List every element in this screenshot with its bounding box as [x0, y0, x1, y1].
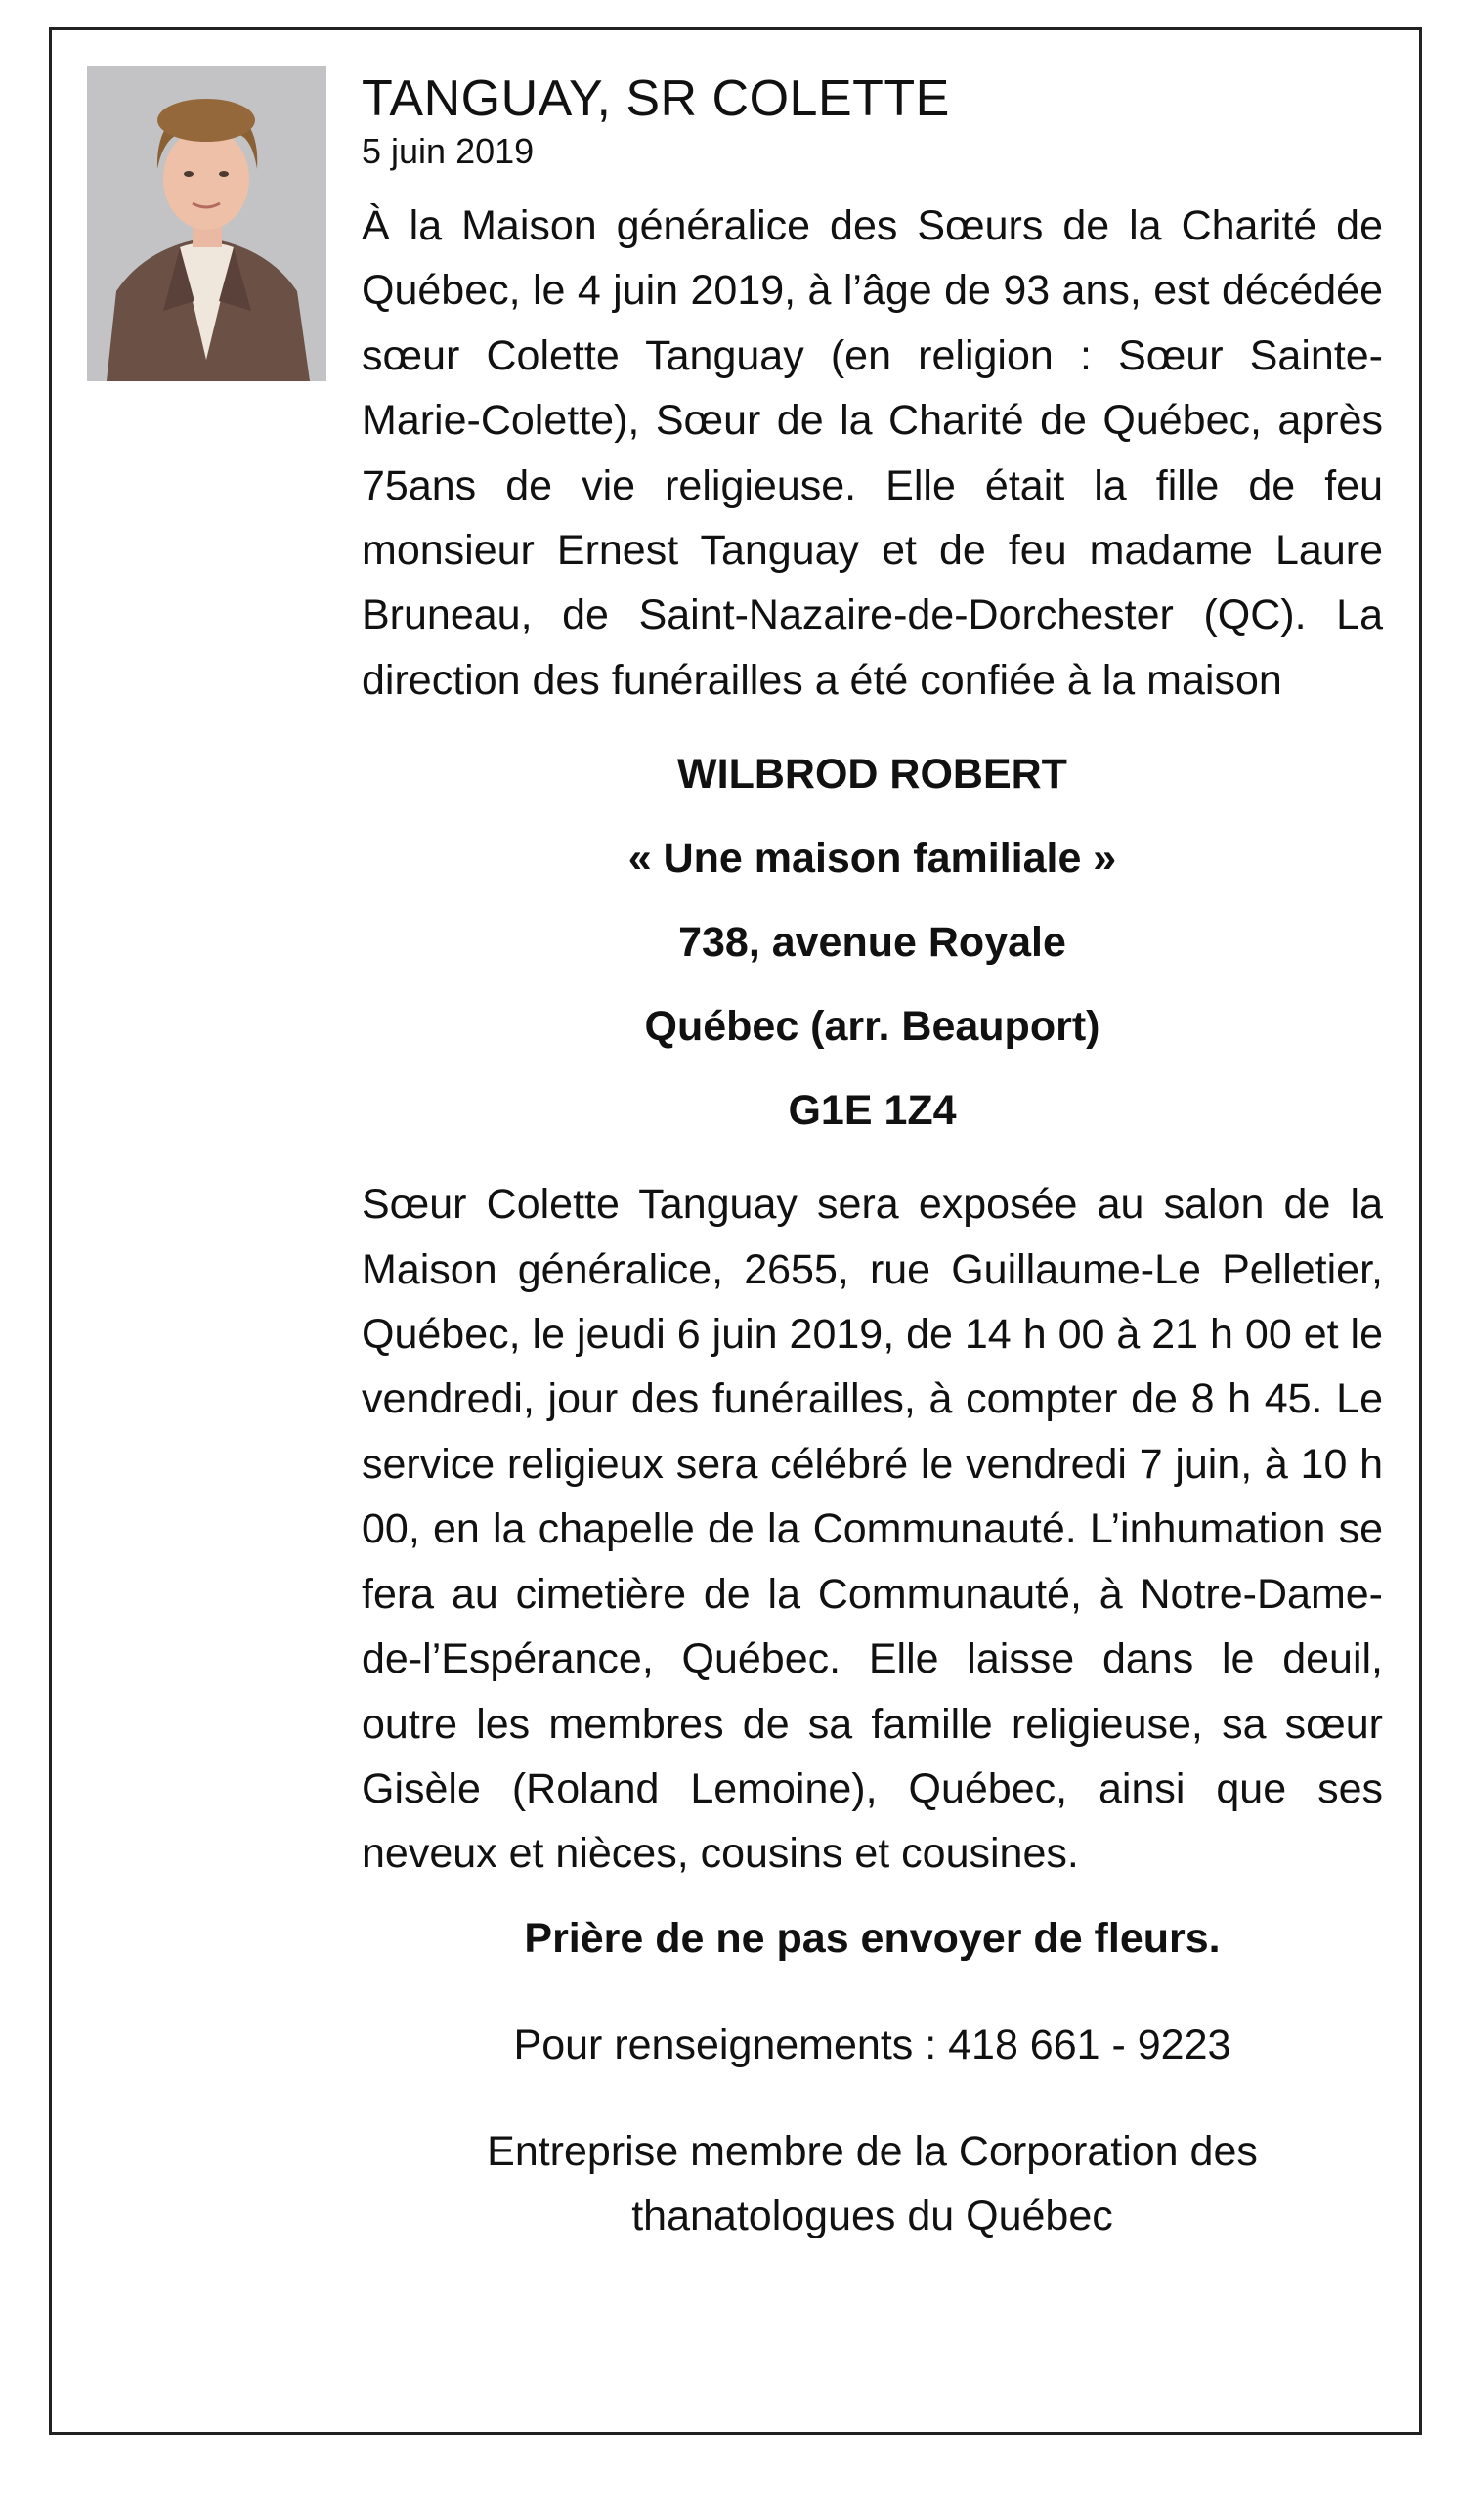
deceased-name: TANGUAY, SR COLETTE — [362, 70, 950, 127]
funeral-home-name: WILBROD ROBERT — [677, 751, 1067, 799]
service-details-paragraph: Sœur Colette Tanguay sera exposée au salon de la Maison généralice, 2655, rue Guillaume-Le Pelletier, Québec, le jeudi 6 juin 2019, de 14 h 00 à 21 h 00 et le vendredi, jour des funérailles, à compter de 8 h 45. Le service religieux sera célébré le vendredi 7 juin, à 10 h 00, en la chapelle de la Communauté. L’inhumation se fera au cimetière de la Communauté, à Notre-Dame-de-l’Espérance, Québec. Elle laisse dans le deuil, outre les membres de sa famille religieuse, sa sœur Gisèle (Roland Lemoine), Québec, ainsi que ses neveux et nièces, cousins et cousines. — [362, 1181, 1383, 1878]
funeral-home-tagline: « Une maison familiale » — [627, 835, 1117, 883]
corporation-line-2: thanatologues du Québec — [631, 2192, 1113, 2239]
announcement-paragraph: À la Maison généralice des Sœurs de la Charité de Québec, le 4 juin 2019, à l’âge de 93 ans, est décédée sœur Colette Tanguay (en religion : Sœur Sainte-Marie-Colette), Sœur de la Charité de Québec, après 75ans de vie religieuse. Elle était la fille de feu monsieur Ernest Tanguay et de feu madame Laure Bruneau, de Saint-Nazaire-de-Dorchester (QC). La direction des funérailles a été confiée à la maison — [362, 202, 1383, 704]
publication-date: 5 juin 2019 — [362, 131, 535, 171]
flowers-notice: Prière de ne pas envoyer de fleurs. — [524, 1914, 1221, 1962]
contact-info: Pour renseignements : 418 661 - 9223 — [513, 2020, 1231, 2068]
obituary-content — [362, 68, 1383, 2290]
portrait-photo — [87, 66, 326, 381]
portrait-illustration — [87, 66, 326, 381]
corporation-line-1: Entreprise membre de la Corporation des — [487, 2127, 1258, 2175]
funeral-home-street: 738, avenue Royale — [678, 919, 1066, 967]
funeral-home-block — [362, 732, 1383, 1152]
funeral-home-postal-code: G1E 1Z4 — [788, 1087, 957, 1135]
corporation-membership — [362, 2119, 1383, 2248]
funeral-home-city: Québec (arr. Beauport) — [644, 1003, 1100, 1051]
